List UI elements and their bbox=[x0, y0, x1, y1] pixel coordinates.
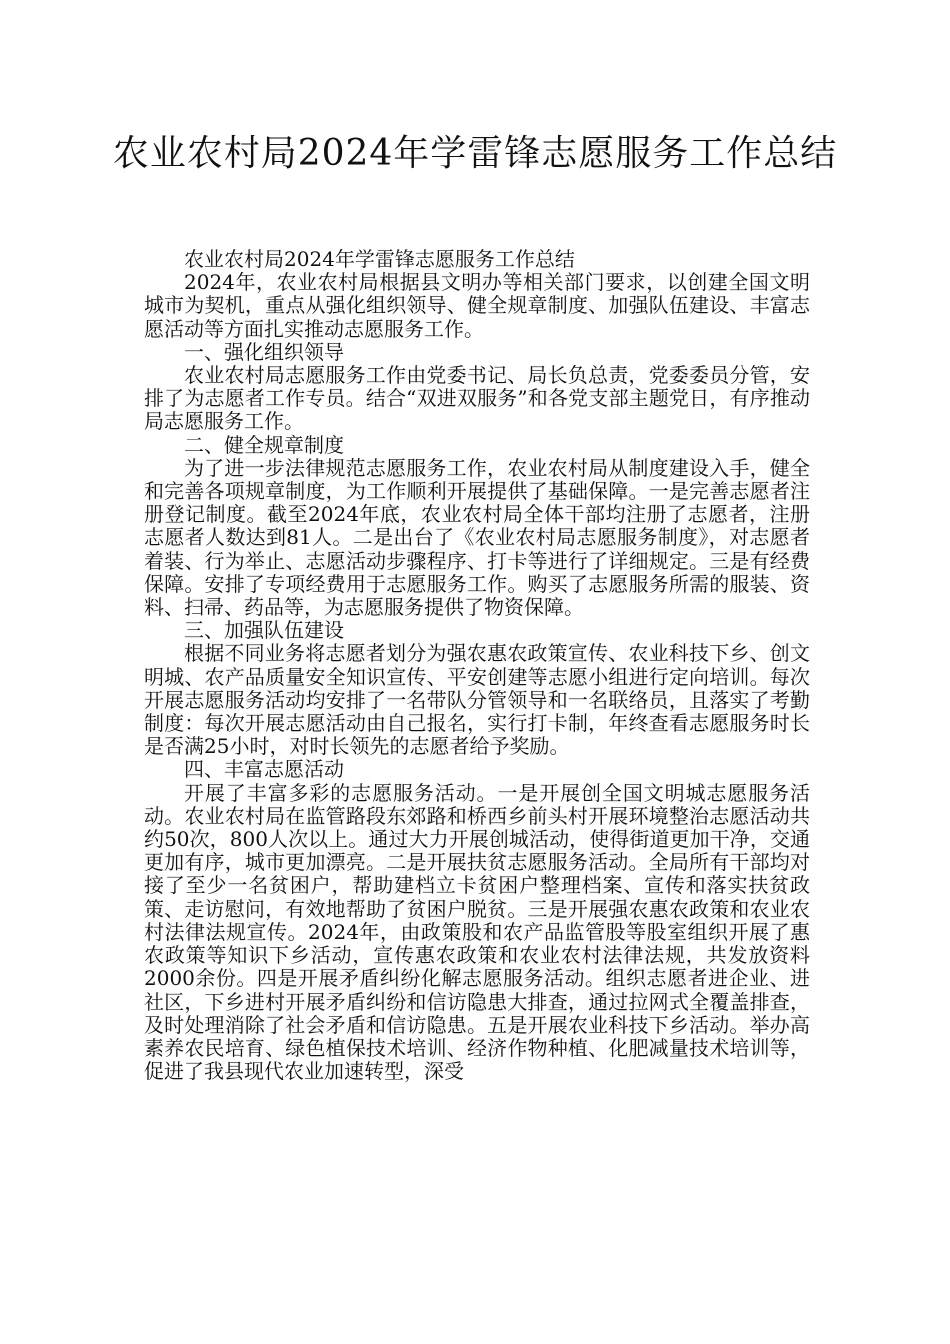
paragraph-section-4: 开展了丰富多彩的志愿服务活动。一是开展创全国文明城志愿服务活动。农业农村局在监管路段东郊路和桥西乡前头村开展环境整治志愿活动共约50次，800人次以上。通过大力开展创城活动，使得街道更加干净，交通更加有序，城市更加漂亮。二是开展扶贫志愿服务活动。全局所有干部均对接了至少一名贫困户，帮助建档立卡贫困户整理档案、宣传和落实扶贫政策、走访慰问，有效地帮助了贫困户脱贫。三是开展强农惠农政策和农业农村法律法规宣传。2024年，由政策股和农产品监管股等股室组织开展了惠农政策等知识下乡活动，宣传惠农政策和农业农村法律法规，共发放资料2000余份。四是开展矛盾纠纷化解志愿服务活动。组织志愿者进企业、进社区，下乡进村开展矛盾纠纷和信访隐患大排查，通过拉网式全覆盖排查，及时处理消除了社会矛盾和信访隐患。五是开展农业科技下乡活动。举办高素养农民培育、绿色植保技术培训、经济作物种植、化肥减量技术培训等，促进了我县现代农业加速转型，深受 bbox=[144, 780, 810, 1084]
paragraph-section-1: 农业农村局志愿服务工作由党委书记、局长负总责，党委委员分管，安排了为志愿者工作专员。结合“双进双服务”和各党支部主题党日，有序推动局志愿服务工作。 bbox=[144, 363, 810, 434]
paragraph-subtitle: 农业农村局2024年学雷锋志愿服务工作总结 bbox=[184, 247, 575, 271]
section-heading-1: 一、强化组织领导 bbox=[184, 339, 344, 364]
document-title: 农业农村局2024年学雷锋志愿服务工作总结 bbox=[112, 133, 838, 174]
paragraph-intro: 2024年，农业农村局根据县文明办等相关部门要求，以创建全国文明城市为契机，重点从强化组织领导、健全规章制度、加强队伍建设、丰富志愿活动等方面扎实推动志愿服务工作。 bbox=[144, 270, 810, 341]
section-heading-2: 二、健全规章制度 bbox=[184, 432, 344, 457]
section-heading-4: 四、丰富志愿活动 bbox=[184, 757, 344, 782]
document-body bbox=[144, 248, 810, 1083]
paragraph-section-3: 根据不同业务将志愿者划分为强农惠农政策宣传、农业科技下乡、创文明城、农产品质量安全知识宣传、平安创建等志愿小组进行定向培训。每次开展志愿服务活动均安排了一名带队分管领导和一名联络员，且落实了考勤制度：每次开展志愿活动由自己报名，实行打卡制，年终查看志愿服务时长是否满25小时，对时长领先的志愿者给予奖励。 bbox=[144, 641, 810, 759]
paragraph-section-2: 为了进一步法律规范志愿服务工作，农业农村局从制度建设入手，健全和完善各项规章制度，为工作顺利开展提供了基础保障。一是完善志愿者注册登记制度。截至2024年底，农业农村局全体干部均注册了志愿者，注册志愿者人数达到81人。二是出台了《农业农村局志愿服务制度》，对志愿者着装、行为举止、志愿活动步骤程序、打卡等进行了详细规定。三是有经费保障。安排了专项经费用于志愿服务工作。购买了志愿服务所需的服装、资料、扫帚、药品等，为志愿服务提供了物资保障。 bbox=[144, 455, 810, 620]
section-heading-3: 三、加强队伍建设 bbox=[184, 618, 344, 643]
